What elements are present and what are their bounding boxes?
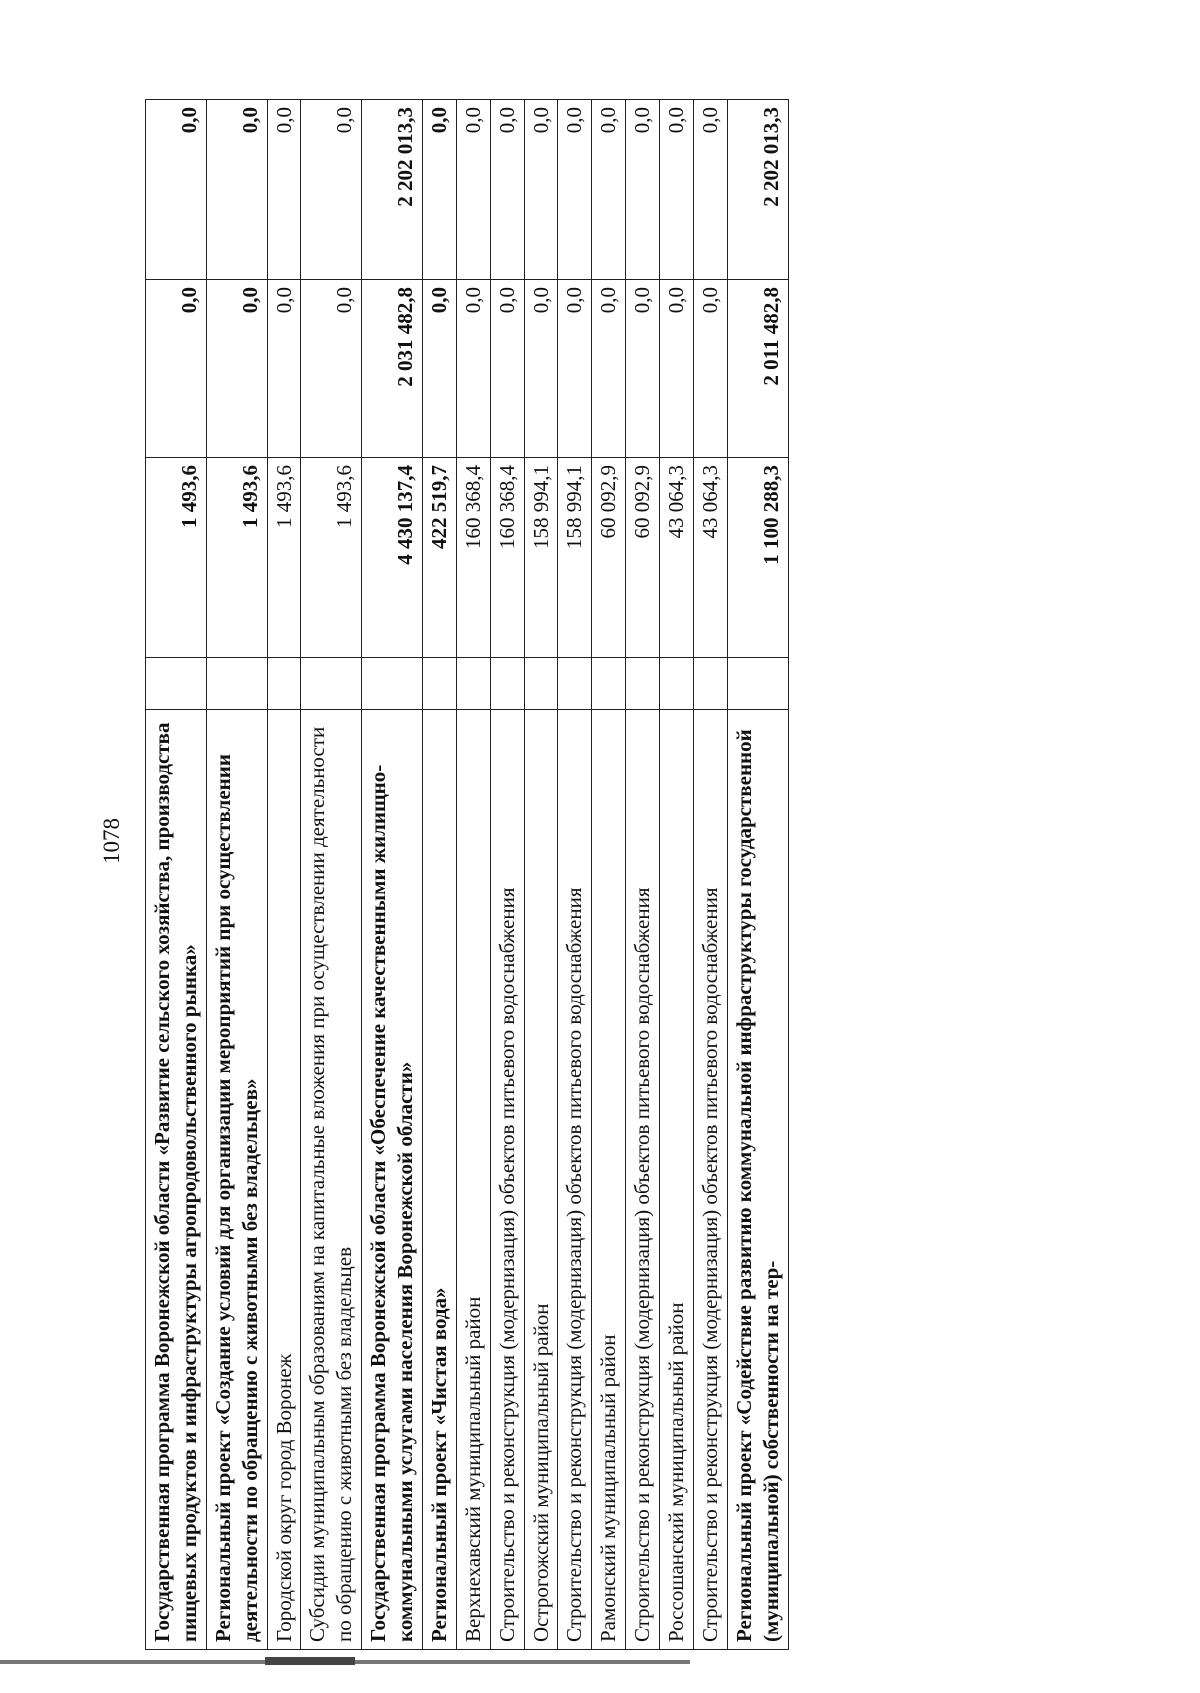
row-value-2025-cell: 0,0 — [592, 100, 626, 280]
row-value-2023-cell: 1 493,6 — [146, 458, 207, 658]
row-value-2025-cell: 2 202 013,3 — [727, 100, 788, 280]
row-name-cell: Региональный проект «Создание условий для организации мероприятий при осуществлении деятельности по обращению с животными без владельцев» — [206, 710, 267, 1650]
row-value-2023-cell: 60 092,9 — [592, 458, 626, 658]
row-value-2023-cell: 158 994,1 — [524, 458, 558, 658]
table-row — [558, 100, 592, 1650]
table-row — [301, 100, 362, 1650]
row-code-cell — [362, 658, 423, 710]
row-value-2025-cell: 2 202 013,3 — [362, 100, 423, 280]
row-name-cell: Государственная программа Воронежской области «Развитие сельского хозяйства, производства пищевых продуктов и инфраструктуры агропродовольственного рынка» — [146, 710, 207, 1650]
page-number: 1078 — [99, 818, 124, 864]
row-value-2025-cell: 0,0 — [456, 100, 490, 280]
row-name-cell: Городской округ город Воронеж — [267, 710, 301, 1650]
row-code-cell — [660, 658, 694, 710]
row-value-2023-cell: 1 493,6 — [301, 458, 362, 658]
row-value-2025-cell: 0,0 — [146, 100, 207, 280]
table-row — [206, 100, 267, 1650]
table-row — [592, 100, 626, 1650]
row-name-cell: Острогожский муниципальный район — [524, 710, 558, 1650]
row-value-2025-cell: 0,0 — [206, 100, 267, 280]
row-value-2025-cell: 0,0 — [422, 100, 456, 280]
row-value-2023-cell: 1 493,6 — [206, 458, 267, 658]
table-row — [267, 100, 301, 1650]
table-row — [456, 100, 490, 1650]
row-value-2024-cell: 0,0 — [206, 280, 267, 458]
row-code-cell — [524, 658, 558, 710]
row-value-2025-cell: 0,0 — [660, 100, 694, 280]
row-value-2023-cell: 160 368,4 — [490, 458, 524, 658]
budget-table — [145, 99, 789, 1650]
row-value-2025-cell: 0,0 — [490, 100, 524, 280]
row-value-2023-cell: 422 519,7 — [422, 458, 456, 658]
table-row — [524, 100, 558, 1650]
table-row — [490, 100, 524, 1650]
row-value-2024-cell: 0,0 — [558, 280, 592, 458]
row-code-cell — [456, 658, 490, 710]
table-row — [727, 100, 788, 1650]
row-name-cell: Строительство и реконструкция (модернизация) объектов питьевого водоснабжения — [490, 710, 524, 1650]
row-name-cell: Россошанский муниципальный район — [660, 710, 694, 1650]
row-value-2023-cell: 43 064,3 — [693, 458, 727, 658]
row-value-2025-cell: 0,0 — [524, 100, 558, 280]
row-value-2024-cell: 0,0 — [456, 280, 490, 458]
row-value-2023-cell: 158 994,1 — [558, 458, 592, 658]
row-value-2024-cell: 0,0 — [490, 280, 524, 458]
row-value-2024-cell: 2 031 482,8 — [362, 280, 423, 458]
table-row — [362, 100, 423, 1650]
row-name-cell: Верхнехавский муниципальный район — [456, 710, 490, 1650]
table-body — [146, 100, 789, 1650]
row-value-2025-cell: 0,0 — [693, 100, 727, 280]
row-value-2024-cell: 2 011 482,8 — [727, 280, 788, 458]
row-value-2023-cell: 1 100 288,3 — [727, 458, 788, 658]
row-code-cell — [592, 658, 626, 710]
row-code-cell — [490, 658, 524, 710]
row-code-cell — [146, 658, 207, 710]
table-row — [693, 100, 727, 1650]
row-value-2023-cell: 43 064,3 — [660, 458, 694, 658]
row-code-cell — [626, 658, 660, 710]
row-code-cell — [558, 658, 592, 710]
row-value-2024-cell: 0,0 — [267, 280, 301, 458]
row-code-cell — [727, 658, 788, 710]
row-name-cell: Строительство и реконструкция (модернизация) объектов питьевого водоснабжения — [558, 710, 592, 1650]
row-value-2024-cell: 0,0 — [660, 280, 694, 458]
table-row — [422, 100, 456, 1650]
row-value-2025-cell: 0,0 — [626, 100, 660, 280]
row-value-2023-cell: 160 368,4 — [456, 458, 490, 658]
row-name-cell: Региональный проект «Содействие развитию коммунальной инфраструктуры государственной (муниципальной) собственности на тер- — [727, 710, 788, 1650]
row-value-2023-cell: 1 493,6 — [267, 458, 301, 658]
row-code-cell — [693, 658, 727, 710]
row-value-2024-cell: 0,0 — [301, 280, 362, 458]
row-name-cell: Государственная программа Воронежской области «Обеспечение качественными жилищно-коммунальными услугами населения Воронежской области» — [362, 710, 423, 1650]
row-value-2024-cell: 0,0 — [693, 280, 727, 458]
row-value-2024-cell: 0,0 — [422, 280, 456, 458]
row-name-cell: Рамонский муниципальный район — [592, 710, 626, 1650]
row-value-2023-cell: 60 092,9 — [626, 458, 660, 658]
row-value-2024-cell: 0,0 — [524, 280, 558, 458]
scan-edge-mark — [265, 1657, 355, 1665]
row-code-cell — [301, 658, 362, 710]
row-name-cell: Региональный проект «Чистая вода» — [422, 710, 456, 1650]
row-value-2024-cell: 0,0 — [626, 280, 660, 458]
rotated-table-container — [145, 100, 925, 1650]
row-name-cell: Субсидии муниципальным образованиям на капитальные вложения при осуществлении деятельности по обращению с животными без владельцев — [301, 710, 362, 1650]
row-value-2024-cell: 0,0 — [146, 280, 207, 458]
row-name-cell: Строительство и реконструкция (модернизация) объектов питьевого водоснабжения — [626, 710, 660, 1650]
table-row — [660, 100, 694, 1650]
row-value-2025-cell: 0,0 — [267, 100, 301, 280]
row-value-2023-cell: 4 430 137,4 — [362, 458, 423, 658]
row-code-cell — [206, 658, 267, 710]
table-row — [146, 100, 207, 1650]
row-value-2025-cell: 0,0 — [301, 100, 362, 280]
row-value-2025-cell: 0,0 — [558, 100, 592, 280]
table-row — [626, 100, 660, 1650]
row-code-cell — [422, 658, 456, 710]
row-name-cell: Строительство и реконструкция (модернизация) объектов питьевого водоснабжения — [693, 710, 727, 1650]
row-code-cell — [267, 658, 301, 710]
row-value-2024-cell: 0,0 — [592, 280, 626, 458]
